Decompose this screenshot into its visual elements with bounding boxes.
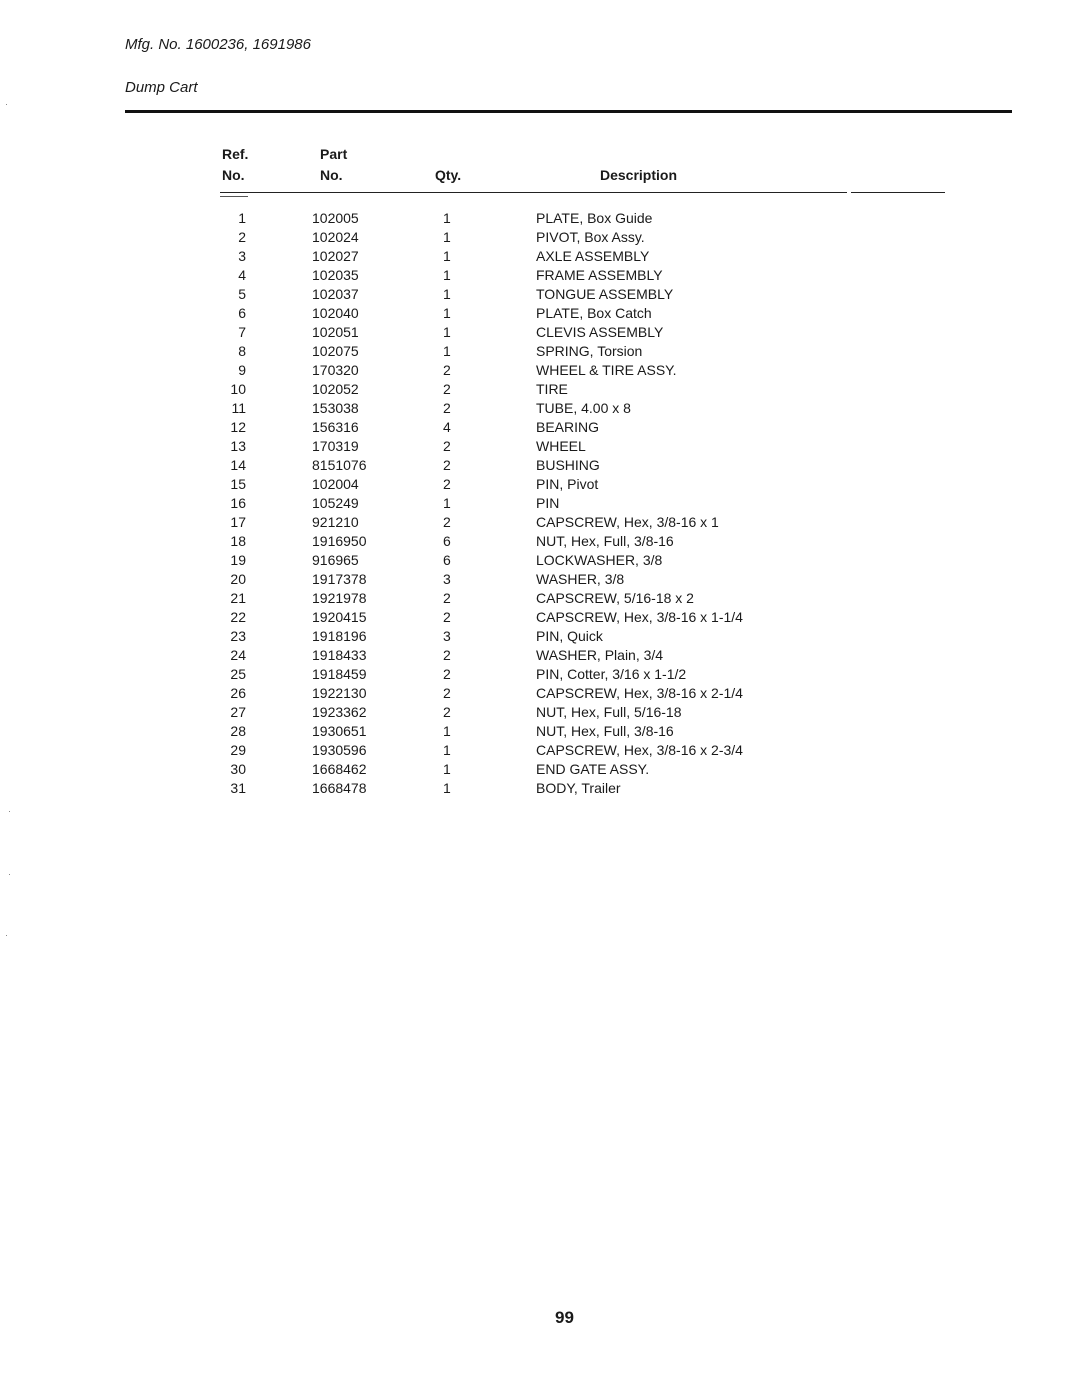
part-no-cell: 153038 bbox=[312, 400, 359, 416]
part-no-cell: 102052 bbox=[312, 381, 359, 397]
ref-no-cell: 1 bbox=[238, 210, 246, 226]
table-row bbox=[0, 323, 1080, 342]
description-cell: PIVOT, Box Assy. bbox=[536, 229, 645, 245]
part-no-cell: 102051 bbox=[312, 324, 359, 340]
description-cell: BEARING bbox=[536, 419, 600, 435]
col-header-ref-line1: Ref. bbox=[222, 146, 249, 162]
ref-no-cell: 19 bbox=[230, 552, 246, 568]
part-no-cell: 102005 bbox=[312, 210, 359, 226]
ref-no-cell: 9 bbox=[238, 362, 246, 378]
description-cell: TONGUE ASSEMBLY bbox=[536, 286, 674, 302]
ref-no-cell: 14 bbox=[230, 457, 246, 473]
ref-no-cell: 15 bbox=[230, 476, 246, 492]
page-number: 99 bbox=[555, 1308, 574, 1327]
description-cell: SPRING, Torsion bbox=[536, 343, 643, 359]
description-cell: AXLE ASSEMBLY bbox=[536, 248, 650, 264]
part-no-cell: 170320 bbox=[312, 362, 359, 378]
qty-cell: 1 bbox=[443, 723, 451, 739]
table-row bbox=[0, 456, 1080, 475]
description-cell: BODY, Trailer bbox=[536, 780, 621, 796]
qty-cell: 6 bbox=[443, 552, 451, 568]
qty-cell: 4 bbox=[443, 419, 451, 435]
table-row bbox=[0, 760, 1080, 779]
col-header-ref-line2: No. bbox=[222, 167, 245, 183]
table-row bbox=[0, 380, 1080, 399]
description-cell: BUSHING bbox=[536, 457, 600, 473]
ref-no-cell: 29 bbox=[230, 742, 246, 758]
part-no-cell: 156316 bbox=[312, 419, 359, 435]
table-row bbox=[0, 399, 1080, 418]
qty-cell: 2 bbox=[443, 609, 451, 625]
table-row bbox=[0, 570, 1080, 589]
col-header-description: Description bbox=[600, 167, 678, 183]
table-row bbox=[0, 418, 1080, 437]
table-row bbox=[0, 361, 1080, 380]
ref-no-cell: 25 bbox=[230, 666, 246, 682]
ref-no-cell: 10 bbox=[230, 381, 246, 397]
qty-cell: 2 bbox=[443, 590, 451, 606]
part-no-cell: 1917378 bbox=[312, 571, 367, 587]
part-no-cell: 1923362 bbox=[312, 704, 367, 720]
description-cell: WASHER, 3/8 bbox=[536, 571, 625, 587]
table-row bbox=[0, 304, 1080, 323]
qty-cell: 1 bbox=[443, 248, 451, 264]
table-row bbox=[0, 513, 1080, 532]
description-cell: LOCKWASHER, 3/8 bbox=[536, 552, 663, 568]
description-cell: PLATE, Box Catch bbox=[536, 305, 652, 321]
description-cell: NUT, Hex, Full, 3/8-16 bbox=[536, 533, 674, 549]
qty-cell: 2 bbox=[443, 362, 451, 378]
description-cell: CAPSCREW, Hex, 3/8-16 x 1 bbox=[536, 514, 719, 530]
part-no-cell: 1918459 bbox=[312, 666, 367, 682]
part-no-cell: 102037 bbox=[312, 286, 359, 302]
qty-cell: 1 bbox=[443, 305, 451, 321]
part-no-cell: 102004 bbox=[312, 476, 359, 492]
part-no-cell: 1918196 bbox=[312, 628, 367, 644]
table-row bbox=[0, 209, 1080, 228]
ref-no-cell: 8 bbox=[238, 343, 246, 359]
qty-cell: 1 bbox=[443, 495, 451, 511]
description-cell: FRAME ASSEMBLY bbox=[536, 267, 663, 283]
ref-no-cell: 28 bbox=[230, 723, 246, 739]
table-row bbox=[0, 342, 1080, 361]
qty-cell: 1 bbox=[443, 343, 451, 359]
ref-no-cell: 6 bbox=[238, 305, 246, 321]
col-header-part-line1: Part bbox=[320, 146, 348, 162]
table-row bbox=[0, 551, 1080, 570]
table-row bbox=[0, 437, 1080, 456]
qty-cell: 3 bbox=[443, 571, 451, 587]
ref-no-cell: 27 bbox=[230, 704, 246, 720]
table-row bbox=[0, 228, 1080, 247]
part-no-cell: 1920415 bbox=[312, 609, 367, 625]
ref-no-cell: 12 bbox=[230, 419, 246, 435]
table-row bbox=[0, 494, 1080, 513]
scan-speck bbox=[6, 935, 7, 936]
description-cell: CAPSCREW, 5/16-18 x 2 bbox=[536, 590, 694, 606]
part-no-cell: 8151076 bbox=[312, 457, 367, 473]
part-no-cell: 102027 bbox=[312, 248, 359, 264]
table-row bbox=[0, 779, 1080, 798]
table-row bbox=[0, 589, 1080, 608]
ref-no-cell: 31 bbox=[230, 780, 246, 796]
description-cell: PLATE, Box Guide bbox=[536, 210, 653, 226]
part-no-cell: 1668478 bbox=[312, 780, 367, 796]
table-row bbox=[0, 665, 1080, 684]
part-no-cell: 1930651 bbox=[312, 723, 367, 739]
table-row bbox=[0, 285, 1080, 304]
qty-cell: 1 bbox=[443, 286, 451, 302]
col-header-qty: Qty. bbox=[435, 167, 462, 183]
description-cell: NUT, Hex, Full, 5/16-18 bbox=[536, 704, 682, 720]
qty-cell: 1 bbox=[443, 761, 451, 777]
description-cell: CLEVIS ASSEMBLY bbox=[536, 324, 664, 340]
part-no-cell: 102035 bbox=[312, 267, 359, 283]
description-cell: PIN bbox=[536, 495, 560, 511]
ref-no-cell: 13 bbox=[230, 438, 246, 454]
description-cell: WHEEL bbox=[536, 438, 586, 454]
header-tick bbox=[220, 196, 248, 197]
part-no-cell: 170319 bbox=[312, 438, 359, 454]
table-row bbox=[0, 532, 1080, 551]
ref-no-cell: 3 bbox=[238, 248, 246, 264]
description-cell: PIN, Pivot bbox=[536, 476, 599, 492]
ref-no-cell: 2 bbox=[238, 229, 246, 245]
qty-cell: 2 bbox=[443, 476, 451, 492]
ref-no-cell: 22 bbox=[230, 609, 246, 625]
table-row bbox=[0, 722, 1080, 741]
part-no-cell: 105249 bbox=[312, 495, 359, 511]
description-cell: WASHER, Plain, 3/4 bbox=[536, 647, 664, 663]
parts-table-body bbox=[0, 209, 1080, 798]
table-row bbox=[0, 475, 1080, 494]
ref-no-cell: 5 bbox=[238, 286, 246, 302]
part-no-cell: 1668462 bbox=[312, 761, 367, 777]
ref-no-cell: 20 bbox=[230, 571, 246, 587]
scan-speck bbox=[6, 104, 7, 105]
description-cell: PIN, Quick bbox=[536, 628, 603, 644]
description-cell: CAPSCREW, Hex, 3/8-16 x 2-3/4 bbox=[536, 742, 743, 758]
description-cell: END GATE ASSY. bbox=[536, 761, 650, 777]
header-rule bbox=[220, 192, 847, 193]
table-row bbox=[0, 266, 1080, 285]
ref-no-cell: 4 bbox=[238, 267, 246, 283]
scan-speck bbox=[9, 811, 10, 812]
ref-no-cell: 23 bbox=[230, 628, 246, 644]
description-cell: TUBE, 4.00 x 8 bbox=[536, 400, 631, 416]
ref-no-cell: 21 bbox=[230, 590, 246, 606]
description-cell: PIN, Cotter, 3/16 x 1-1/2 bbox=[536, 666, 687, 682]
qty-cell: 2 bbox=[443, 381, 451, 397]
ref-no-cell: 16 bbox=[230, 495, 246, 511]
table-row bbox=[0, 684, 1080, 703]
qty-cell: 1 bbox=[443, 229, 451, 245]
ref-no-cell: 24 bbox=[230, 647, 246, 663]
table-row bbox=[0, 741, 1080, 760]
qty-cell: 1 bbox=[443, 324, 451, 340]
qty-cell: 6 bbox=[443, 533, 451, 549]
page-title: Dump Cart bbox=[125, 79, 198, 96]
header-rule-tail bbox=[851, 192, 945, 193]
qty-cell: 2 bbox=[443, 457, 451, 473]
part-no-cell: 916965 bbox=[312, 552, 359, 568]
ref-no-cell: 11 bbox=[231, 400, 246, 416]
table-row bbox=[0, 646, 1080, 665]
table-row bbox=[0, 703, 1080, 722]
qty-cell: 2 bbox=[443, 704, 451, 720]
part-no-cell: 102024 bbox=[312, 229, 359, 245]
qty-cell: 2 bbox=[443, 514, 451, 530]
ref-no-cell: 30 bbox=[230, 761, 246, 777]
ref-no-cell: 18 bbox=[230, 533, 246, 549]
table-row bbox=[0, 247, 1080, 266]
title-rule bbox=[125, 110, 1012, 113]
part-no-cell: 1922130 bbox=[312, 685, 367, 701]
description-cell: TIRE bbox=[536, 381, 568, 397]
col-header-part-line2: No. bbox=[320, 167, 343, 183]
scan-speck bbox=[9, 874, 10, 875]
ref-no-cell: 26 bbox=[230, 685, 246, 701]
table-row bbox=[0, 608, 1080, 627]
description-cell: CAPSCREW, Hex, 3/8-16 x 1-1/4 bbox=[536, 609, 743, 625]
part-no-cell: 1930596 bbox=[312, 742, 367, 758]
qty-cell: 1 bbox=[443, 780, 451, 796]
qty-cell: 2 bbox=[443, 666, 451, 682]
description-cell: NUT, Hex, Full, 3/8-16 bbox=[536, 723, 674, 739]
description-cell: WHEEL & TIRE ASSY. bbox=[536, 362, 677, 378]
qty-cell: 3 bbox=[443, 628, 451, 644]
qty-cell: 2 bbox=[443, 685, 451, 701]
ref-no-cell: 7 bbox=[238, 324, 246, 340]
qty-cell: 1 bbox=[443, 210, 451, 226]
part-no-cell: 102075 bbox=[312, 343, 359, 359]
mfg-number: Mfg. No. 1600236, 1691986 bbox=[125, 36, 311, 53]
part-no-cell: 1918433 bbox=[312, 647, 367, 663]
table-row bbox=[0, 627, 1080, 646]
qty-cell: 2 bbox=[443, 400, 451, 416]
qty-cell: 2 bbox=[443, 647, 451, 663]
qty-cell: 1 bbox=[443, 267, 451, 283]
qty-cell: 2 bbox=[443, 438, 451, 454]
part-no-cell: 102040 bbox=[312, 305, 359, 321]
part-no-cell: 1921978 bbox=[312, 590, 367, 606]
part-no-cell: 1916950 bbox=[312, 533, 367, 549]
qty-cell: 1 bbox=[443, 742, 451, 758]
description-cell: CAPSCREW, Hex, 3/8-16 x 2-1/4 bbox=[536, 685, 743, 701]
ref-no-cell: 17 bbox=[230, 514, 246, 530]
part-no-cell: 921210 bbox=[312, 514, 359, 530]
